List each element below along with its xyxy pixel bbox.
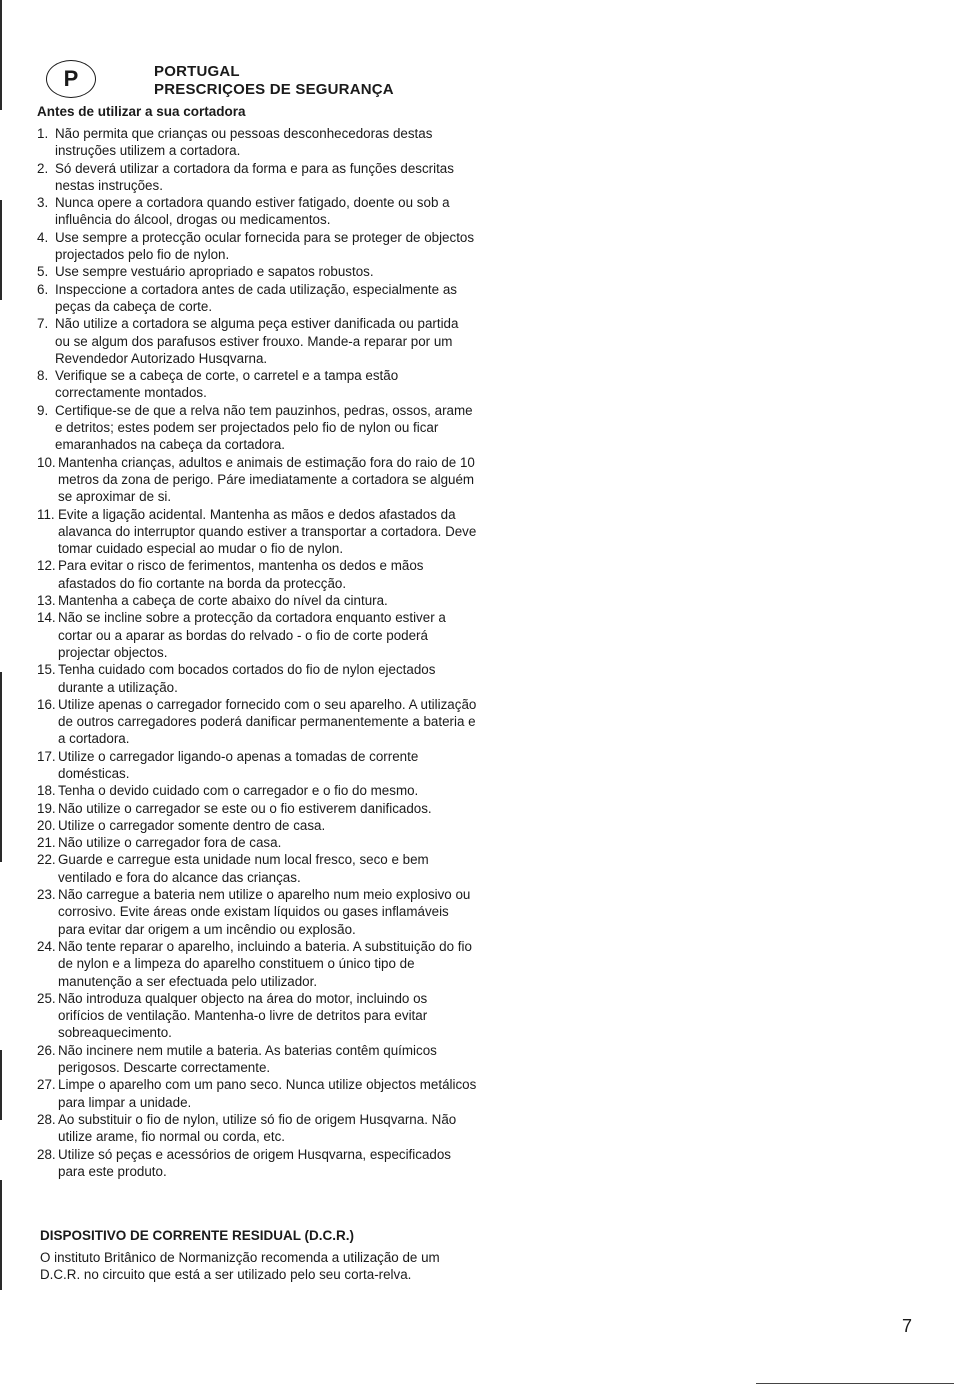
safety-rule-item [37,834,477,851]
rule-number: 13. [37,593,56,609]
rule-text: Mantenha a cabeça de corte abaixo do nível da cintura. [58,593,388,609]
safety-rule-item [37,938,477,990]
rule-number: 11. [37,506,55,522]
rule-text: Utilize apenas o carregador fornecido com o seu aparelho. A utilização de outros carregadores poderá danificar permanentemente a bateria e a cortadora. [58,696,477,747]
rule-text: Só deverá utilizar a cortadora da forma e para as funções descritas nestas instruções. [55,160,454,193]
safety-rule-item [37,263,477,280]
rule-text: Tenha cuidado com bocados cortados do fio de nylon ejectados durante a utilização. [58,662,436,695]
rule-number: 7. [37,316,49,332]
safety-rule-item [37,886,477,938]
safety-rule-item [37,990,477,1042]
rule-text: Nunca opere a cortadora quando estiver fatigado, doente ou sob a influência do álcool, drogas ou medicamentos. [55,195,450,228]
rule-number: 18. [37,783,56,799]
safety-rule-item [37,609,477,661]
rule-text: Inspeccione a cortadora antes de cada utilização, especialmente as peças da cabeça de corte. [55,281,457,314]
safety-rule-item [37,782,477,799]
rule-number: 5. [37,264,49,280]
rule-text: Não incinere nem mutile a bateria. As baterias contêm químicos perigosos. Descarte correctamente. [58,1042,437,1076]
rule-number: 24. [37,938,56,954]
rule-text: Evite a ligação acidental. Mantenha as mãos e dedos afastados da alavanca do interruptor quando estiver a transportar a cortadora. Deve tomar cuidado especial ao mudar o fio de nylon. [58,506,477,557]
rule-text: Não se incline sobre a protecção da cortadora enquanto estiver a cortar ou a aparar as bordas do relvado - o fio de corte poderá projectar objectos. [58,610,446,660]
rule-text: Verifique se a cabeça de corte, o carretel e a tampa estão correctamente montados. [55,368,399,401]
rule-text: Não carregue a bateria nem utilize o aparelho num meio explosivo ou corrosivo. Evite áreas onde existam líquidos ou gases inflamáveis para evitar dar origem a um incêndio ou explosão. [58,887,471,937]
safety-rule-item [37,800,477,817]
country-badge: P [46,60,96,98]
country-heading: PORTUGAL [154,63,240,80]
rcd-paragraph: O instituto Britânico de Normanizção recomenda a utilização de um D.C.R. no circuito que está a ser utilizado pelo seu corta-relva. [40,1250,440,1283]
rule-number: 3. [37,195,49,211]
rule-number: 15. [37,662,56,678]
rule-text: Utilize só peças e acessórios de origem Husqvarna, especificados para este produto. [58,1146,451,1179]
rule-text: Não permita que crianças ou pessoas desconhecedoras destas instruções utilizem a cortadora. [55,126,433,159]
safety-rule-item [37,851,477,886]
rule-number: 20. [37,817,56,833]
rule-number: 25. [37,990,56,1006]
safety-rule-item [37,229,477,264]
rule-text: Limpe o aparelho com um pano seco. Nunca utilize objectos metálicos para limpar a unidade. [58,1077,477,1110]
scan-edge-mark [0,1180,2,1290]
safety-rule-item [37,817,477,834]
footer-divider [756,1383,954,1384]
rule-text: Use sempre a protecção ocular fornecida para se proteger de objectos projectados pelo fio de nylon. [55,229,475,263]
safety-rule-item [37,367,477,402]
rule-number: 4. [37,229,49,245]
safety-rule-item [37,315,477,367]
rule-text: Ao substituir o fio de nylon, utilize só fio de origem Husqvarna. Não utilize arame, fio normal ou corda, etc. [58,1111,457,1145]
intro-heading: Antes de utilizar a sua cortadora [37,104,246,119]
rule-number: 16. [37,696,56,712]
safety-rule-item [37,557,477,592]
safety-rule-item [37,194,477,229]
rule-text: Utilize o carregador somente dentro de casa. [58,817,326,833]
safety-rule-item [37,454,477,506]
safety-rule-item [37,1042,477,1077]
rule-text: Não utilize a cortadora se alguma peça estiver danificada ou partida ou se algum dos parafusos estiver frouxo. Mande-a reparar por um Revendedor Autorizado Husqvarna. [55,316,459,366]
safety-rule-item [37,281,477,316]
safety-rule-item [37,506,477,558]
safety-rule-item [37,1146,477,1181]
rule-number: 27. [37,1077,56,1093]
rule-number: 19. [37,800,56,816]
rule-text: Não tente reparar o aparelho, incluindo a bateria. A substituição do fio de nylon e a limpeza do aparelho constituem o único tipo de manutenção a ser efectuada pelo utilizador. [58,938,472,989]
scan-edge-mark [0,200,2,300]
rule-number: 23. [37,887,56,903]
rule-number: 28. [37,1146,56,1162]
scan-edge-mark [0,1050,2,1120]
rule-text: Não utilize o carregador se este ou o fio estiverem danificados. [58,800,432,816]
safety-rule-item [37,402,477,454]
safety-rule-item [37,125,477,160]
rule-number: 22. [37,852,56,868]
safety-rule-item [37,1076,477,1111]
safety-rule-item [37,696,477,748]
rule-number: 9. [37,402,49,418]
rule-text: Use sempre vestuário apropriado e sapatos robustos. [55,264,374,280]
rule-number: 1. [37,126,49,141]
safety-rule-item [37,1111,477,1146]
rule-text: Certifique-se de que a relva não tem pauzinhos, pedras, ossos, arame e detritos; estes podem ser projectados pelo fio de nylon ou ficar emaranhados na cabeça da cortadora. [55,402,473,453]
safety-rules-list [37,125,477,1180]
rule-number: 6. [37,281,49,297]
rule-text: Utilize o carregador ligando-o apenas a tomadas de corrente domésticas. [58,748,419,781]
rcd-heading: DISPOSITIVO DE CORRENTE RESIDUAL (D.C.R.) [40,1228,355,1243]
rule-number: 10. [37,454,56,470]
scan-edge-mark [0,0,2,110]
safety-rule-item [37,748,477,783]
scan-edge-mark [0,672,2,862]
rule-text: Não utilize o carregador fora de casa. [58,835,282,851]
rule-text: Guarde e carregue esta unidade num local fresco, seco e bem ventilado e fora do alcance das crianças. [58,852,429,885]
page-title: PRESCRIÇOES DE SEGURANÇA [154,81,394,98]
safety-rule-item [37,592,477,609]
rule-number: 21. [37,835,56,851]
safety-rule-item [37,160,477,195]
rule-number: 8. [37,368,49,384]
rule-number: 28. [37,1111,56,1127]
rule-number: 26. [37,1042,56,1058]
rule-text: Para evitar o risco de ferimentos, mantenha os dedos e mãos afastados do fio cortante na borda da protecção. [58,558,424,591]
rule-number: 14. [37,610,56,626]
rule-text: Tenha o devido cuidado com o carregador e o fio do mesmo. [58,783,419,799]
rule-number: 2. [37,160,49,176]
rule-text: Não introduza qualquer objecto na área do motor, incluindo os orifícios de ventilação. Mantenha-o livre de detritos para evitar sobreaquecimento. [58,990,428,1041]
safety-rule-item [37,661,477,696]
rule-text: Mantenha crianças, adultos e animais de estimação fora do raio de 10 metros da zona de perigo. Páre imediatamente a cortadora se alguém se aproximar de si. [58,454,475,505]
rule-number: 17. [37,748,56,764]
rule-number: 12. [37,558,56,574]
page-number: 7 [902,1316,913,1336]
